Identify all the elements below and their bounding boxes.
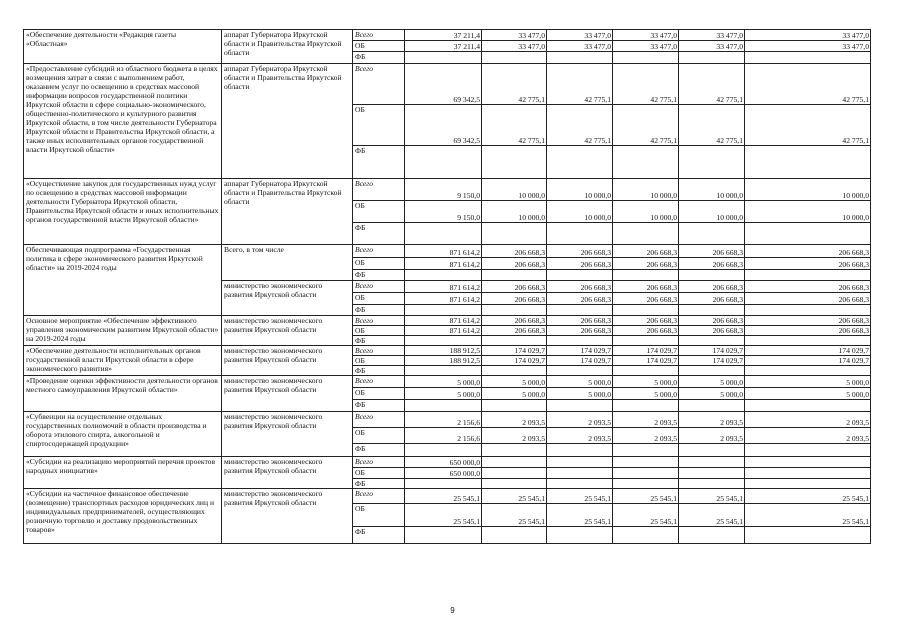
amount-cell: 650 000,0 (405, 457, 482, 468)
amount-cell (613, 444, 679, 457)
activity-name: «Субсидии на реализацию мероприятий перечня проектов народных инициатив» (24, 457, 222, 489)
amount-cell: 188 912,5 (405, 356, 482, 366)
amount-cell: 871 614,2 (405, 326, 482, 336)
amount-cell: 2 093,5 (613, 412, 679, 428)
amount-cell: 174 029,7 (745, 356, 871, 366)
amount-cell: 33 477,0 (613, 41, 679, 52)
amount-cell: 25 545,1 (482, 504, 547, 527)
amount-cell: 2 093,5 (679, 412, 745, 428)
amount-cell (405, 223, 482, 245)
amount-cell (405, 366, 482, 376)
amount-cell: 5 000,0 (679, 388, 745, 400)
amount-cell: 206 668,3 (547, 326, 613, 336)
amount-cell: 25 545,1 (613, 489, 679, 504)
amount-cell: 206 668,3 (547, 245, 613, 258)
amount-cell: 206 668,3 (482, 281, 547, 293)
amount-cell: 10 000,0 (745, 201, 871, 223)
funding-source: Всего (353, 316, 405, 326)
amount-cell (613, 479, 679, 489)
funding-source: ОБ (353, 504, 405, 527)
amount-cell: 33 477,0 (679, 41, 745, 52)
activity-name: «Проведение оценки эффективности деятельности органов местного самоуправления Иркутской области» (24, 376, 222, 412)
amount-cell: 25 545,1 (613, 504, 679, 527)
amount-cell: 33 477,0 (679, 30, 745, 41)
amount-cell: 206 668,3 (679, 281, 745, 293)
amount-cell (613, 223, 679, 245)
amount-cell (613, 400, 679, 412)
amount-cell: 42 775,1 (745, 64, 871, 105)
amount-cell: 33 477,0 (547, 30, 613, 41)
amount-cell (547, 52, 613, 64)
amount-cell (482, 270, 547, 281)
amount-cell (482, 444, 547, 457)
amount-cell (482, 400, 547, 412)
activity-name: «Обеспечение деятельности «Редакция газеты «Областная» (24, 30, 222, 64)
funding-source: ФБ (353, 305, 405, 316)
amount-cell: 2 093,5 (613, 428, 679, 444)
amount-cell: 206 668,3 (482, 316, 547, 326)
amount-cell (482, 468, 547, 479)
amount-cell (405, 527, 482, 544)
amount-cell (745, 270, 871, 281)
amount-cell: 2 093,5 (482, 412, 547, 428)
amount-cell: 10 000,0 (482, 179, 547, 201)
amount-cell: 2 093,5 (679, 428, 745, 444)
executor: аппарат Губернатора Иркутской области и Правительства Иркутской области (222, 64, 353, 179)
amount-cell (745, 52, 871, 64)
table-row (24, 316, 871, 326)
amount-cell: 206 668,3 (547, 258, 613, 270)
amount-cell (405, 444, 482, 457)
amount-cell: 174 029,7 (745, 346, 871, 356)
amount-cell: 42 775,1 (679, 105, 745, 146)
funding-source: ФБ (353, 527, 405, 544)
amount-cell: 2 093,5 (745, 428, 871, 444)
funding-source: ФБ (353, 223, 405, 245)
amount-cell: 174 029,7 (547, 356, 613, 366)
amount-cell (679, 223, 745, 245)
amount-cell (547, 444, 613, 457)
amount-cell (679, 400, 745, 412)
amount-cell: 206 668,3 (679, 258, 745, 270)
amount-cell: 206 668,3 (745, 293, 871, 305)
table-row (24, 64, 871, 105)
amount-cell: 2 093,5 (547, 412, 613, 428)
amount-cell: 33 477,0 (745, 41, 871, 52)
amount-cell: 188 912,5 (405, 346, 482, 356)
amount-cell (482, 146, 547, 179)
amount-cell: 650 000,0 (405, 468, 482, 479)
amount-cell (547, 305, 613, 316)
amount-cell: 42 775,1 (745, 105, 871, 146)
amount-cell (547, 400, 613, 412)
amount-cell: 25 545,1 (745, 504, 871, 527)
amount-cell (613, 366, 679, 376)
amount-cell: 10 000,0 (613, 179, 679, 201)
amount-cell (547, 366, 613, 376)
amount-cell: 10 000,0 (613, 201, 679, 223)
funding-source: ОБ (353, 468, 405, 479)
funding-source: ОБ (353, 201, 405, 223)
amount-cell: 871 614,2 (405, 258, 482, 270)
amount-cell (547, 223, 613, 245)
amount-cell: 42 775,1 (613, 64, 679, 105)
amount-cell: 42 775,1 (482, 105, 547, 146)
amount-cell (613, 52, 679, 64)
amount-cell: 206 668,3 (613, 258, 679, 270)
executor: министерство экономического развития Иркутской области (222, 316, 353, 346)
table-row (24, 457, 871, 468)
amount-cell: 10 000,0 (679, 201, 745, 223)
table-body (24, 30, 871, 544)
amount-cell (405, 270, 482, 281)
amount-cell: 206 668,3 (547, 293, 613, 305)
funding-source: ФБ (353, 400, 405, 412)
amount-cell: 5 000,0 (745, 388, 871, 400)
executor: министерство экономического развития Иркутской области (222, 281, 353, 316)
amount-cell (482, 527, 547, 544)
amount-cell: 206 668,3 (482, 293, 547, 305)
amount-cell (679, 52, 745, 64)
amount-cell: 10 000,0 (679, 179, 745, 201)
amount-cell: 5 000,0 (482, 376, 547, 388)
amount-cell (547, 146, 613, 179)
amount-cell: 25 545,1 (745, 489, 871, 504)
funding-source: Всего (353, 376, 405, 388)
page-number: 9 (450, 606, 455, 615)
funding-source: ФБ (353, 444, 405, 457)
amount-cell (482, 305, 547, 316)
table-row (24, 245, 871, 258)
amount-cell: 37 211,4 (405, 30, 482, 41)
amount-cell: 42 775,1 (679, 64, 745, 105)
amount-cell (482, 457, 547, 468)
amount-cell: 2 156,6 (405, 412, 482, 428)
executor: министерство экономического развития Иркутской области (222, 376, 353, 412)
amount-cell: 206 668,3 (482, 258, 547, 270)
executor: аппарат Губернатора Иркутской области и Правительства Иркутской области (222, 30, 353, 64)
amount-cell: 174 029,7 (482, 346, 547, 356)
amount-cell (679, 527, 745, 544)
amount-cell: 25 545,1 (405, 489, 482, 504)
amount-cell (745, 223, 871, 245)
amount-cell (679, 444, 745, 457)
amount-cell: 25 545,1 (679, 489, 745, 504)
amount-cell (745, 146, 871, 179)
table-row (24, 30, 871, 41)
amount-cell: 10 000,0 (482, 201, 547, 223)
amount-cell (679, 457, 745, 468)
amount-cell: 42 775,1 (482, 64, 547, 105)
funding-source: ФБ (353, 366, 405, 376)
amount-cell (405, 146, 482, 179)
amount-cell: 206 668,3 (613, 326, 679, 336)
amount-cell: 25 545,1 (547, 489, 613, 504)
table-row (24, 346, 871, 356)
amount-cell: 871 614,2 (405, 281, 482, 293)
amount-cell: 33 477,0 (547, 41, 613, 52)
amount-cell (679, 468, 745, 479)
amount-cell: 871 614,2 (405, 245, 482, 258)
amount-cell: 25 545,1 (679, 504, 745, 527)
amount-cell (745, 457, 871, 468)
activity-name: «Обеспечение деятельности исполнительных органов государственной власти Иркутской области в сфере экономического развития» (24, 346, 222, 376)
funding-source: Всего (353, 281, 405, 293)
amount-cell: 10 000,0 (547, 201, 613, 223)
amount-cell (679, 336, 745, 346)
amount-cell (745, 400, 871, 412)
amount-cell: 5 000,0 (482, 388, 547, 400)
amount-cell (482, 223, 547, 245)
amount-cell (405, 479, 482, 489)
amount-cell (482, 52, 547, 64)
amount-cell: 206 668,3 (547, 281, 613, 293)
amount-cell (547, 479, 613, 489)
amount-cell: 206 668,3 (679, 293, 745, 305)
amount-cell: 2 093,5 (547, 428, 613, 444)
amount-cell: 9 150,0 (405, 201, 482, 223)
amount-cell: 871 614,2 (405, 316, 482, 326)
amount-cell: 25 545,1 (547, 504, 613, 527)
amount-cell (613, 468, 679, 479)
executor: министерство экономического развития Иркутской области (222, 457, 353, 489)
amount-cell (482, 336, 547, 346)
amount-cell (482, 479, 547, 489)
amount-cell: 206 668,3 (745, 258, 871, 270)
amount-cell: 33 477,0 (745, 30, 871, 41)
activity-name: «Осуществление закупок для государственных нужд услуг по освещению в средствах массовой информации деятельности Губернатора Иркутской области, Правительства Иркутской области и иных исполнительных органов государственной власти Иркутской области» (24, 179, 222, 245)
funding-source: ФБ (353, 479, 405, 489)
amount-cell: 206 668,3 (613, 281, 679, 293)
amount-cell: 2 156,6 (405, 428, 482, 444)
funding-source: Всего (353, 412, 405, 428)
amount-cell: 174 029,7 (613, 356, 679, 366)
amount-cell (679, 270, 745, 281)
funding-source: Всего (353, 64, 405, 105)
executor: министерство экономического развития Иркутской области (222, 346, 353, 376)
funding-source: Всего (353, 245, 405, 258)
funding-source: ФБ (353, 146, 405, 179)
amount-cell: 174 029,7 (613, 346, 679, 356)
amount-cell: 5 000,0 (613, 376, 679, 388)
amount-cell: 5 000,0 (405, 388, 482, 400)
funding-source: ОБ (353, 326, 405, 336)
amount-cell: 5 000,0 (547, 376, 613, 388)
amount-cell: 174 029,7 (547, 346, 613, 356)
amount-cell (679, 366, 745, 376)
amount-cell: 206 668,3 (482, 326, 547, 336)
amount-cell: 206 668,3 (745, 281, 871, 293)
amount-cell: 42 775,1 (547, 105, 613, 146)
amount-cell: 42 775,1 (613, 105, 679, 146)
amount-cell: 206 668,3 (745, 316, 871, 326)
amount-cell: 174 029,7 (679, 356, 745, 366)
funding-source: Всего (353, 179, 405, 201)
amount-cell (405, 400, 482, 412)
amount-cell (679, 146, 745, 179)
amount-cell (405, 52, 482, 64)
funding-source: ОБ (353, 356, 405, 366)
executor: Всего, в том числе (222, 245, 353, 281)
amount-cell (405, 336, 482, 346)
amount-cell: 206 668,3 (547, 316, 613, 326)
amount-cell: 69 342,5 (405, 105, 482, 146)
amount-cell (745, 366, 871, 376)
amount-cell: 33 477,0 (482, 41, 547, 52)
amount-cell: 2 093,5 (745, 412, 871, 428)
amount-cell: 206 668,3 (482, 245, 547, 258)
amount-cell: 206 668,3 (745, 326, 871, 336)
budget-table (23, 29, 871, 544)
table-row (24, 412, 871, 428)
funding-source: ОБ (353, 258, 405, 270)
amount-cell: 206 668,3 (679, 316, 745, 326)
amount-cell: 37 211,4 (405, 41, 482, 52)
activity-name: «Субсидии на частичное финансовое обеспечение (возмещение) транспортных расходов юридических лиц и индивидуальных предпринимателей, осуществляющих розничную торговлю и доставку продовольственных товаров» (24, 489, 222, 544)
amount-cell: 206 668,3 (745, 245, 871, 258)
amount-cell: 206 668,3 (613, 316, 679, 326)
executor: министерство экономического развития Иркутской области (222, 489, 353, 544)
amount-cell: 5 000,0 (547, 388, 613, 400)
executor: министерство экономического развития Иркутской области (222, 412, 353, 457)
amount-cell: 5 000,0 (405, 376, 482, 388)
amount-cell: 69 342,5 (405, 64, 482, 105)
amount-cell (613, 146, 679, 179)
activity-name: Обеспечивающая подпрограмма «Государственная политика в сфере экономического развития Иркутской области» на 2019-2024 годы (24, 245, 222, 316)
funding-source: Всего (353, 30, 405, 41)
funding-source: ОБ (353, 428, 405, 444)
amount-cell (547, 468, 613, 479)
amount-cell (613, 270, 679, 281)
amount-cell: 206 668,3 (679, 326, 745, 336)
amount-cell (547, 270, 613, 281)
amount-cell: 174 029,7 (679, 346, 745, 356)
amount-cell: 25 545,1 (482, 489, 547, 504)
amount-cell: 33 477,0 (613, 30, 679, 41)
amount-cell: 25 545,1 (405, 504, 482, 527)
amount-cell (745, 444, 871, 457)
amount-cell (745, 479, 871, 489)
amount-cell: 871 614,2 (405, 293, 482, 305)
amount-cell (405, 305, 482, 316)
amount-cell: 2 093,5 (482, 428, 547, 444)
amount-cell (547, 457, 613, 468)
activity-name: Основное мероприятие «Обеспечение эффективного управления экономическим развитием Иркутской области» на 2019-2024 годы (24, 316, 222, 346)
funding-source: Всего (353, 489, 405, 504)
amount-cell (613, 457, 679, 468)
amount-cell (679, 479, 745, 489)
amount-cell: 206 668,3 (679, 245, 745, 258)
funding-source: ФБ (353, 336, 405, 346)
amount-cell: 5 000,0 (613, 388, 679, 400)
funding-source: ОБ (353, 105, 405, 146)
amount-cell: 10 000,0 (547, 179, 613, 201)
amount-cell (679, 305, 745, 316)
amount-cell: 5 000,0 (745, 376, 871, 388)
amount-cell (482, 366, 547, 376)
table-row (24, 179, 871, 201)
amount-cell (745, 527, 871, 544)
funding-source: ОБ (353, 41, 405, 52)
amount-cell (613, 305, 679, 316)
amount-cell: 42 775,1 (547, 64, 613, 105)
amount-cell (745, 336, 871, 346)
funding-source: Всего (353, 457, 405, 468)
amount-cell: 174 029,7 (482, 356, 547, 366)
amount-cell: 206 668,3 (613, 245, 679, 258)
funding-source: ОБ (353, 388, 405, 400)
table-row (24, 489, 871, 504)
amount-cell: 206 668,3 (613, 293, 679, 305)
funding-source: ФБ (353, 52, 405, 64)
amount-cell (547, 527, 613, 544)
amount-cell (613, 336, 679, 346)
funding-source: ОБ (353, 293, 405, 305)
amount-cell: 9 150,0 (405, 179, 482, 201)
amount-cell (745, 468, 871, 479)
funding-source: Всего (353, 346, 405, 356)
funding-source: ФБ (353, 270, 405, 281)
amount-cell: 5 000,0 (679, 376, 745, 388)
amount-cell (613, 527, 679, 544)
amount-cell: 10 000,0 (745, 179, 871, 201)
amount-cell: 33 477,0 (482, 30, 547, 41)
activity-name: «Предоставление субсидий из областного бюджета в целях возмещения затрат в связи с выполнением работ, оказанием услуг по освещению в средствах массовой информации вопросов государственной политики Иркутской области в сфере социально-экономического, общественно-политического и культурного развития Иркутской области, в том числе деятельности Губернатора Иркутской области и Правительства Иркутской области, а также иных исполнительных органов государственной власти Иркутской области» (24, 64, 222, 179)
activity-name: «Субвенции на осуществление отдельных государственных полномочий в области производства и оборота этилового спирта, алкогольной и спиртосодержащей продукции» (24, 412, 222, 457)
amount-cell (745, 305, 871, 316)
executor: аппарат Губернатора Иркутской области и Правительства Иркутской области (222, 179, 353, 245)
table-row (24, 376, 871, 388)
amount-cell (547, 336, 613, 346)
